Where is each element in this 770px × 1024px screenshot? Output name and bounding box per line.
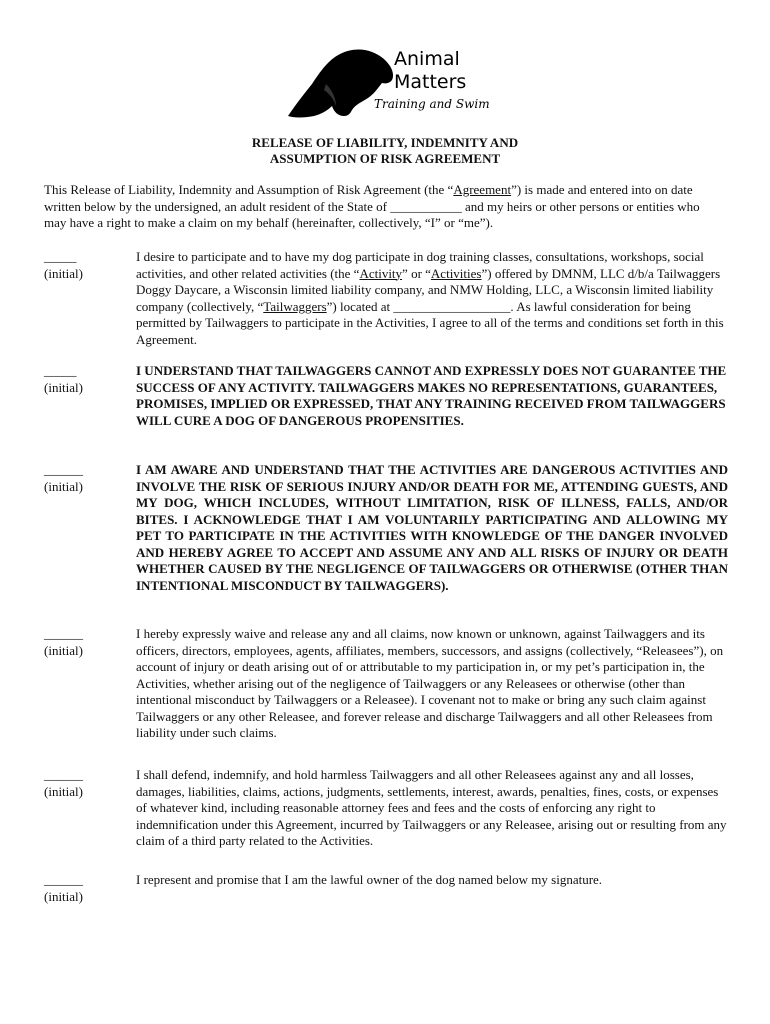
section-text: I UNDERSTAND THAT TAILWAGGERS CANNOT AND EXPRESSLY DOES NOT GUARANTEE THE SUCCESS OF ANY ACTIVITY. TAILWAGGERS MAKES NO REPRESENTATIONS, GUARANTEES, PROMISES, IMPLIED OR EXPRESSED, THAT ANY TRAINING RECEIVED FROM TAILWAGGERS WILL CURE A DOG OF DANGEROUS PROPENSITIES. bbox=[136, 363, 727, 428]
logo-title-line2: Matters bbox=[394, 71, 467, 93]
logo-title-line1: Animal bbox=[394, 48, 460, 70]
section-text: I represent and promise that I am the lawful owner of the dog named below my signature. bbox=[136, 872, 603, 887]
initial-field[interactable] bbox=[44, 249, 124, 282]
section-text-part: I desire to participate and to have my dog participate in dog training classes, consultations, workshops, social activities, and other related activities (the “ bbox=[136, 249, 704, 281]
initial-label: (initial) bbox=[44, 478, 83, 494]
initial-blank[interactable]: ______ bbox=[44, 872, 83, 887]
defined-term: Activity bbox=[359, 265, 403, 281]
initial-field[interactable] bbox=[44, 363, 124, 396]
initial-label: (initial) bbox=[44, 783, 83, 799]
section-text-part: ” or “ bbox=[402, 265, 431, 281]
initial-blank[interactable]: _____ bbox=[44, 249, 77, 264]
initial-label: (initial) bbox=[44, 265, 83, 281]
initial-blank[interactable]: _____ bbox=[44, 363, 77, 378]
intro-text-1: This Release of Liability, Indemnity and Assumption of Risk Agreement (the “ bbox=[44, 182, 454, 197]
defined-term: Tailwaggers bbox=[263, 298, 327, 314]
animal-matters-logo bbox=[282, 44, 492, 120]
initial-field[interactable] bbox=[44, 767, 124, 800]
initial-field[interactable] bbox=[44, 872, 124, 905]
title-line2: ASSUMPTION OF RISK AGREEMENT bbox=[269, 151, 501, 166]
section-text-part: ”) located at __________________. As lawful consideration for being permitted by Tailwaggers to participate in the Activities, I agree to all of the terms and conditions set forth in this Agreement. bbox=[136, 298, 724, 347]
initial-blank[interactable]: ______ bbox=[44, 462, 83, 477]
title-line1: RELEASE OF LIABILITY, INDEMNITY AND bbox=[251, 135, 519, 150]
initial-blank[interactable]: ______ bbox=[44, 626, 83, 641]
initial-field[interactable] bbox=[44, 462, 124, 495]
logo-tagline: Training and Swim bbox=[374, 97, 490, 111]
initial-blank[interactable]: ______ bbox=[44, 767, 83, 782]
defined-term: Activities bbox=[430, 265, 482, 281]
section-text: I AM AWARE AND UNDERSTAND THAT THE ACTIVITIES ARE DANGEROUS ACTIVITIES AND INVOLVE THE RISK OF SERIOUS INJURY AND/OR DEATH FOR ME, ATTENDING GUESTS, AND MY DOG, WHICH INCLUDES, WITHOUT LIMITATION, RISK OF ILLNESS, FALLS, AND/OR BITES. I ACKNOWLEDGE THAT I AM VOLUNTARILY PARTICIPATING AND ALLOWING MY PET TO PARTICIPATE IN THE ACTIVITIES WITH KNOWLEDGE OF THE DANGER INVOLVED AND HEREBY AGREE TO ACCEPT AND ASSUME ANY AND ALL RISKS OF INJURY OR DEATH WHETHER CAUSED BY THE NEGLIGENCE OF TAILWAGGERS OR OTHERWISE (OTHER THAN INTENTIONAL MISCONDUCT BY TAILWAGGERS). bbox=[136, 462, 728, 593]
document-title bbox=[0, 135, 770, 167]
initial-field[interactable] bbox=[44, 626, 124, 659]
initial-label: (initial) bbox=[44, 379, 83, 395]
intro-defined-term: Agreement bbox=[453, 182, 512, 197]
intro-paragraph bbox=[44, 182, 724, 232]
section-text-part: ”) offered by DMNM, LLC d/b/a Tailwaggers Doggy Daycare, a Wisconsin limited liability company, and NMW Holding, LLC, a Wisconsin limited liability company (collectively, “ bbox=[136, 265, 721, 314]
section-text bbox=[136, 249, 728, 348]
intro-text-2: ”) is made and entered into on date written below by the undersigned, an adult resident of the State of ___________ and my heirs or other persons or entities who may have a right to make a claim on my behalf (hereinafter, collectively, “I” or “me”). bbox=[44, 182, 700, 230]
initial-label: (initial) bbox=[44, 888, 83, 904]
section-text: I shall defend, indemnify, and hold harmless Tailwaggers and all other Releasees against any and all losses, damages, liabilities, claims, actions, judgments, settlements, interest, awards, penalties, fines, costs, or expenses of whatever kind, including reasonable attorney fees and fees and the costs of enforcing any right to indemnification under this Agreement, incurred by Tailwaggers or any Releasee, arising out or resulting from any claim of a third party related to the Activities. bbox=[136, 767, 727, 848]
section-text: I hereby expressly waive and release any and all claims, now known or unknown, against Tailwaggers and its officers, directors, employees, agents, affiliates, members, successors, and assigns (collectively, “Releasees”), on account of injury or death arising out of or attributable to my participation in, or my pet’s participation in, the Activities, whether arising out of the negligence of Tailwaggers or any Releasees or otherwise (other than intentional misconduct by Tailwaggers or a Releasee). I covenant not to make or bring any such claim against Tailwaggers or any other Releasee, and forever release and discharge Tailwaggers and all other Releasees from liability under such claims. bbox=[136, 626, 724, 740]
initial-label: (initial) bbox=[44, 642, 83, 658]
